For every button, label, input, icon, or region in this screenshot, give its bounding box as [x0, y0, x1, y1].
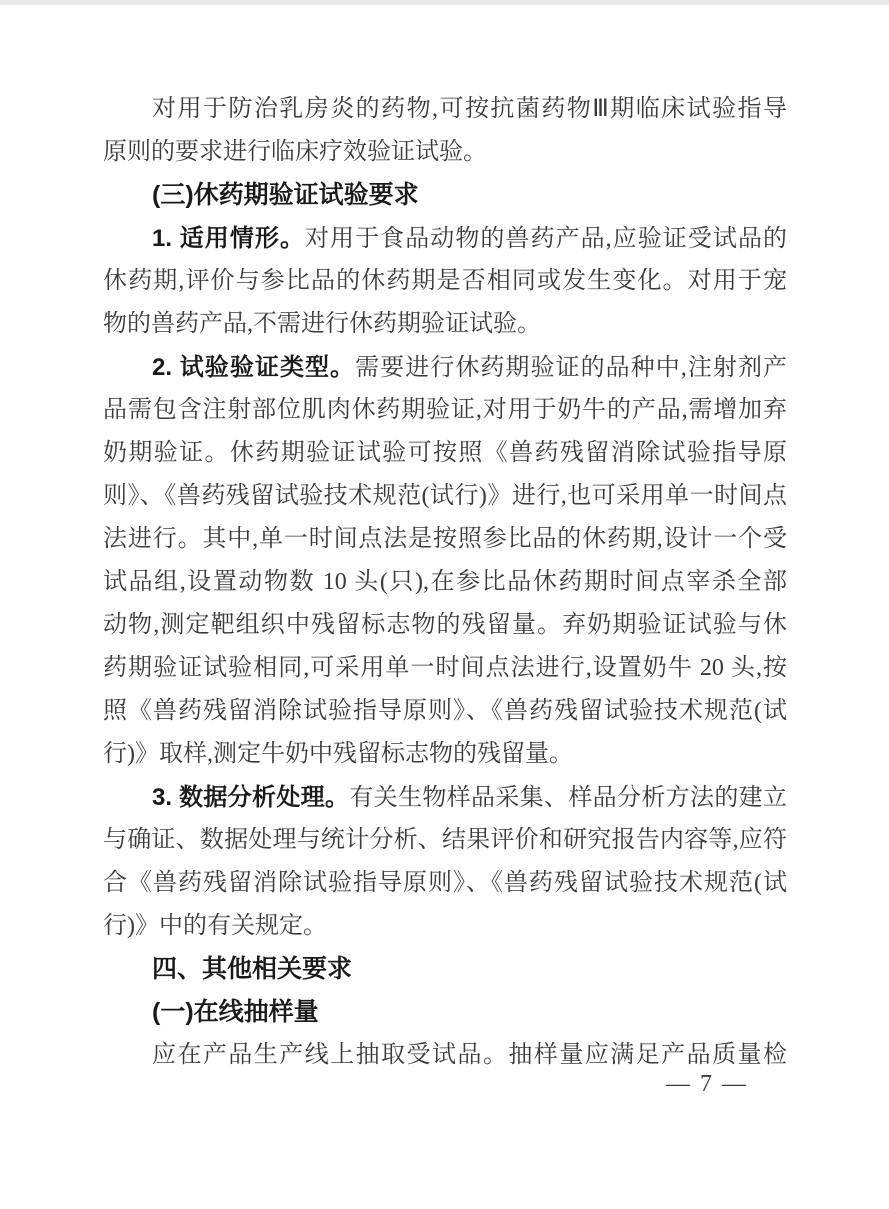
text-line: 动物,测定靶组织中残留标志物的残留量。弃奶期验证试验与休: [103, 612, 787, 638]
text-line: 合《兽药残留消除试验指导原则》、《兽药残留试验技术规范(试: [103, 870, 787, 896]
page-number: — 7 —: [666, 1071, 748, 1097]
text-line: 行)》取样,测定牛奶中残留标志物的残留量。: [103, 741, 573, 767]
text-line: 对用于防治乳房炎的药物,可按抗菌药物Ⅲ期临床试验指导: [152, 96, 787, 122]
text-line: 3. 数据分析处理。有关生物样品采集、样品分析方法的建立: [152, 784, 787, 811]
paragraph-lead: 2. 试验验证类型。: [152, 354, 356, 381]
text-line: 2. 试验验证类型。需要进行休药期验证的品种中,注射剂产: [152, 354, 787, 381]
paragraph-lead: 1. 适用情形。: [152, 225, 305, 252]
text-line: 物的兽药产品,不需进行休药期验证试验。: [103, 311, 541, 337]
text-line: 1. 适用情形。对用于食品动物的兽药产品,应验证受试品的: [152, 225, 787, 252]
section-heading: (三)休药期验证试验要求: [152, 181, 419, 209]
scan-edge-artifact: [0, 0, 889, 5]
text-line: 奶期验证。休药期验证试验可按照《兽药残留消除试验指导原: [103, 440, 787, 466]
document-body: [103, 88, 787, 1077]
text-line: 应在产品生产线上抽取受试品。抽样量应满足产品质量检: [152, 1042, 787, 1068]
text-line: 则》、《兽药残留试验技术规范(试行)》进行,也可采用单一时间点: [103, 483, 787, 509]
text-line: 原则的要求进行临床疗效验证试验。: [103, 139, 487, 165]
text-line: 行)》中的有关规定。: [103, 913, 327, 939]
text-line: 照《兽药残留消除试验指导原则》、《兽药残留试验技术规范(试: [103, 698, 787, 724]
text-line: 与确证、数据处理与统计分析、结果评价和研究报告内容等,应符: [103, 827, 787, 853]
section-heading: (一)在线抽样量: [152, 998, 319, 1026]
text-line: 品需包含注射部位肌肉休药期验证,对用于奶牛的产品,需增加弃: [103, 397, 787, 423]
text-line: 试品组,设置动物数 10 头(只),在参比品休药期时间点宰杀全部: [103, 569, 787, 595]
text-line: 药期验证试验相同,可采用单一时间点法进行,设置奶牛 20 头,按: [103, 655, 787, 681]
paragraph-lead: 3. 数据分析处理。: [152, 784, 350, 811]
text-line: 休药期,评价与参比品的休药期是否相同或发生变化。对用于宠: [103, 268, 787, 294]
text-line: 法进行。其中,单一时间点法是按照参比品的休药期,设计一个受: [103, 526, 787, 552]
section-heading: 四、其他相关要求: [152, 955, 353, 983]
